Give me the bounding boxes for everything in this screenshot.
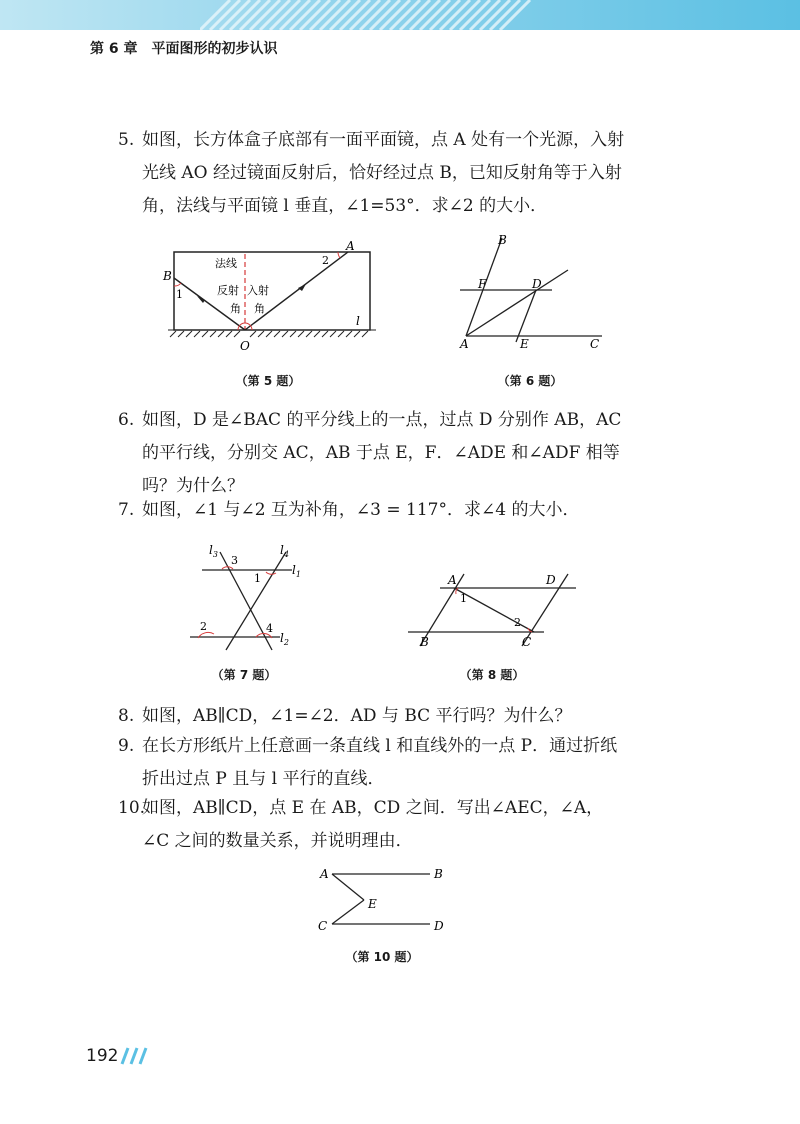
- label-C: C: [522, 635, 532, 649]
- label-A: A: [346, 239, 355, 253]
- problem-line: 吗？为什么？: [142, 476, 244, 496]
- figure-10-caption: （第 10 题）: [345, 950, 419, 964]
- problem-6: [118, 404, 622, 496]
- page-number: 192: [86, 1046, 119, 1066]
- label-B: B: [420, 635, 429, 649]
- label-D: D: [532, 277, 542, 291]
- angle-label-4: 4: [266, 622, 273, 635]
- figure-6: [452, 232, 612, 352]
- label-A: A: [448, 573, 457, 587]
- line-label-l3: $l_3$: [209, 543, 218, 559]
- problem-line: 如图，∠1 与∠2 互为补角，∠3 = 117°．求∠4 的大小．: [142, 500, 580, 520]
- problem-number: 6.: [118, 410, 135, 430]
- problem-5: [118, 124, 625, 216]
- problem-line: 如图，AB∥CD，∠1=∠2．AD 与 BC 平行吗？为什么？: [142, 706, 572, 726]
- problem-line: 的平行线，分别交 AC，AB 于点 E，F．∠ADE 和∠ADF 相等: [142, 443, 620, 463]
- label-C: C: [590, 337, 600, 351]
- incidence-angle-label: 入射: [247, 284, 269, 297]
- label-D: D: [434, 919, 444, 933]
- label-D: D: [546, 573, 556, 587]
- angle-label-2: 2: [514, 616, 521, 629]
- problem-10: [118, 792, 604, 851]
- figure-8-caption: （第 8 题）: [459, 668, 525, 682]
- label-F: F: [478, 277, 487, 291]
- problem-line: 角，法线与平面镜 l 垂直，∠1=53°．求∠2 的大小．: [142, 196, 548, 216]
- angle-label-2: 2: [322, 254, 329, 267]
- problem-line: 如图，D 是∠BAC 的平分线上的一点，过点 D 分别作 AB，AC: [142, 410, 622, 430]
- figure-6-caption: （第 6 题）: [497, 374, 563, 388]
- chapter-title: 第 6 章 平面图形的初步认识: [90, 41, 278, 57]
- label-O: O: [240, 339, 250, 353]
- problem-line: 在长方形纸片上任意画一条直线 l 和直线外的一点 P．通过折纸: [142, 736, 618, 756]
- problem-number: 5.: [118, 130, 135, 150]
- angle-label-1: 1: [254, 572, 261, 585]
- problem-line: 如图，长方体盒子底部有一面平面镜，点 A 处有一个光源，入射: [142, 130, 625, 150]
- figure-5-caption: （第 5 题）: [235, 374, 301, 388]
- angle-label-3: 3: [231, 554, 238, 567]
- header-band: [0, 0, 800, 30]
- line-label-l1: $l_1$: [292, 563, 301, 579]
- problem-line: 折出过点 P 且与 l 平行的直线．: [142, 769, 385, 789]
- line-label-l4: $l_4$: [280, 543, 289, 559]
- problem-7: [118, 494, 580, 527]
- problem-line: 光线 AO 经过镜面反射后，恰好经过点 B，已知反射角等于入射: [142, 163, 622, 183]
- label-B: B: [434, 867, 443, 881]
- label-l: l: [356, 314, 360, 328]
- label-B: B: [498, 233, 507, 247]
- figure-5: [160, 236, 390, 356]
- figure-8-diagram: [404, 570, 584, 660]
- reflection-angle-label-2: 角: [230, 302, 241, 315]
- angle-label-1: 1: [460, 592, 467, 605]
- problem-number: 8.: [118, 706, 135, 726]
- page-number-slash-decoration: [118, 1046, 152, 1066]
- figure-7: [184, 538, 314, 658]
- line-label-l2: $l_2$: [280, 631, 289, 647]
- header-stripe-decoration: [200, 0, 800, 30]
- reflection-angle-label: 反射: [217, 284, 239, 297]
- problem-number: 7.: [118, 500, 135, 520]
- figure-8: [404, 570, 584, 660]
- figure-6-diagram: [452, 232, 612, 352]
- problem-number: 10.: [118, 798, 146, 818]
- problem-9: [118, 730, 618, 789]
- angle-label-1: 1: [176, 288, 183, 301]
- problem-8: [118, 700, 572, 733]
- figure-7-diagram: [184, 538, 314, 658]
- normal-label: 法线: [215, 257, 237, 270]
- problem-line: 如图，AB∥CD，点 E 在 AB，CD 之间．写出∠AEC，∠A，: [142, 798, 604, 818]
- figure-5-diagram: [160, 236, 390, 356]
- label-A: A: [320, 867, 329, 881]
- problem-number: 9.: [118, 736, 135, 756]
- label-E: E: [368, 897, 377, 911]
- figure-7-caption: （第 7 题）: [211, 668, 277, 682]
- label-C: C: [318, 919, 328, 933]
- label-B: B: [163, 269, 172, 283]
- incidence-angle-label-2: 角: [254, 302, 265, 315]
- figure-10-diagram: [312, 862, 462, 942]
- problem-line: ∠C 之间的数量关系，并说明理由．: [142, 831, 413, 851]
- label-E: E: [520, 337, 529, 351]
- angle-label-2: 2: [200, 620, 207, 633]
- label-A: A: [460, 337, 469, 351]
- figure-10: [312, 862, 462, 942]
